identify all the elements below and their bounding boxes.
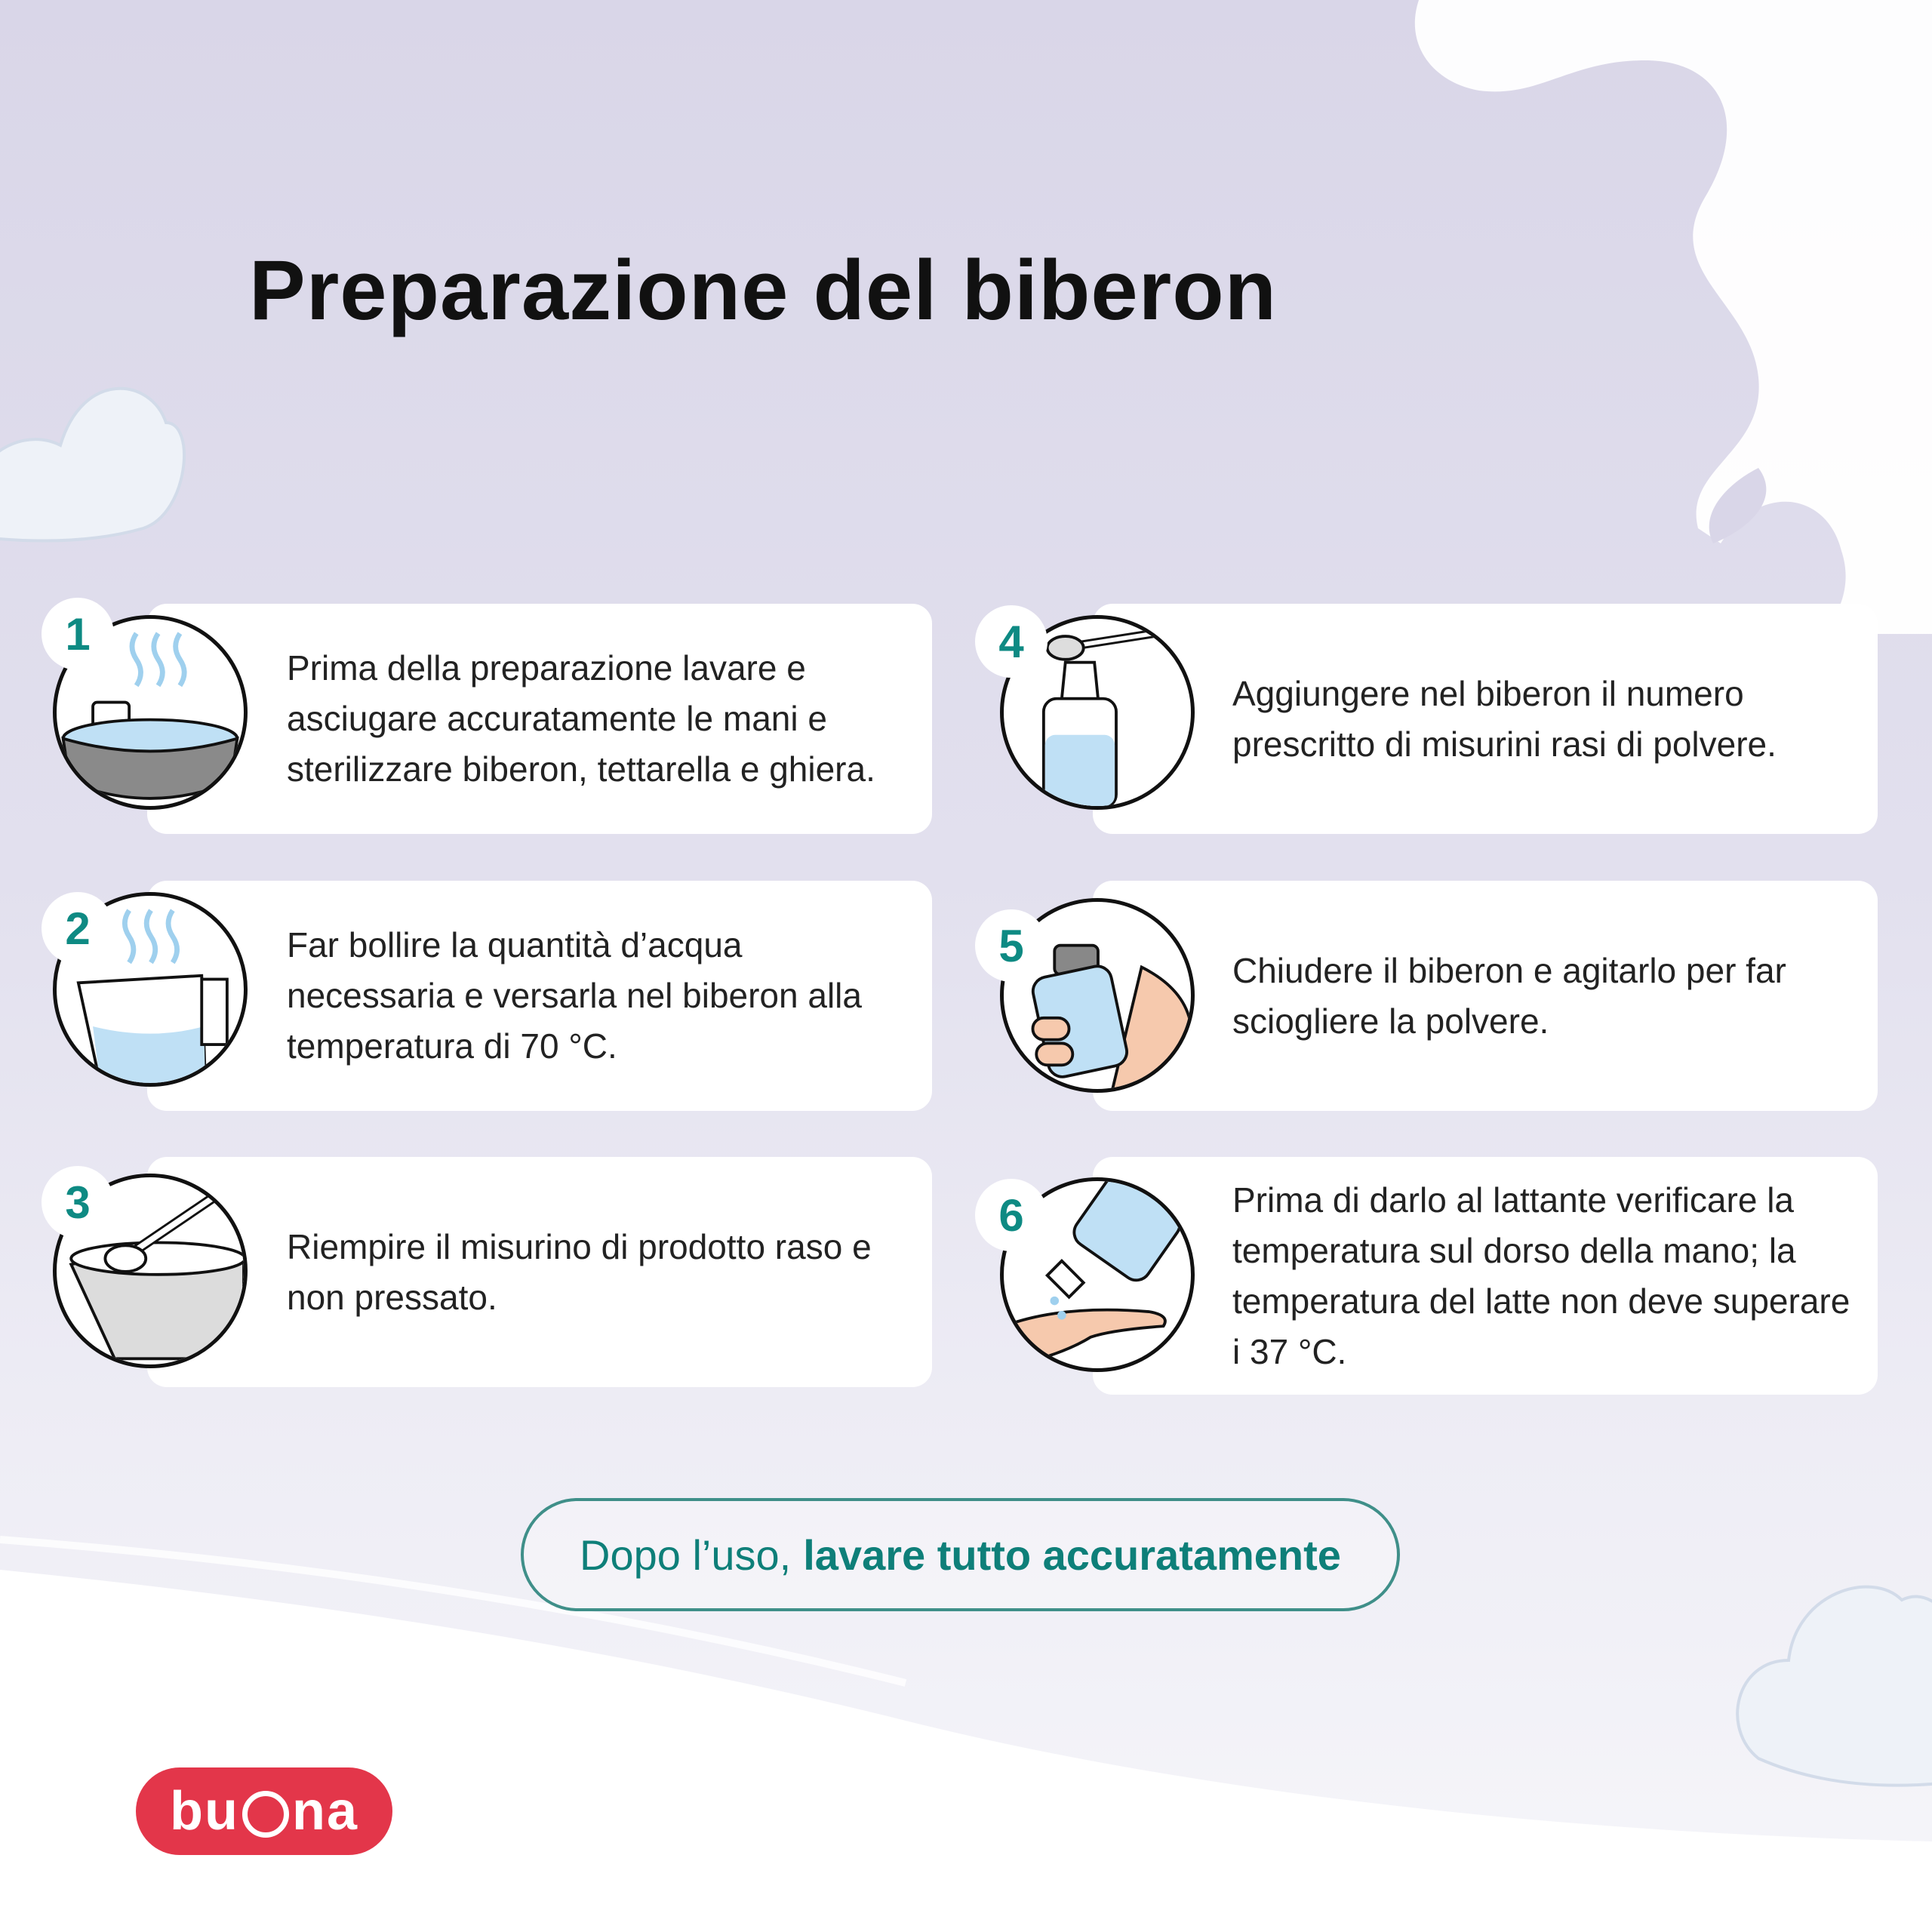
logo-figure-icon bbox=[242, 1791, 289, 1838]
footer-bold: lavare tutto accuratamente bbox=[803, 1531, 1341, 1579]
step-card-6 bbox=[1093, 1157, 1878, 1395]
step-text: Prima di darlo al lattante verificare la temperatura sul dorso della mano; la temperatura del latte non deve superare i 37 °C. bbox=[1232, 1180, 1850, 1371]
step-text: Chiudere il biberon e agitarlo per far sciogliere la polvere. bbox=[1232, 950, 1786, 1041]
footer-prefix: Dopo l’uso, bbox=[580, 1531, 792, 1579]
step-number-badge: 3 bbox=[42, 1166, 114, 1238]
step-text: Riempire il misurino di prodotto raso e non pressato. bbox=[287, 1226, 872, 1317]
step-card-1 bbox=[147, 604, 932, 834]
buona-logo bbox=[136, 1767, 392, 1855]
step-number-badge: 2 bbox=[42, 892, 114, 964]
step-number-badge: 6 bbox=[975, 1179, 1048, 1251]
logo-text-left: bu bbox=[170, 1781, 239, 1841]
step-card-2 bbox=[147, 881, 932, 1111]
step-text: Far bollire la quantità d’acqua necessaria e versarla nel biberon alla temperatura di 70 °C. bbox=[287, 925, 862, 1066]
step-card-5 bbox=[1093, 881, 1878, 1111]
page-title: Preparazione del biberon bbox=[249, 243, 1278, 337]
logo-text-right: na bbox=[291, 1781, 358, 1841]
footer-reminder bbox=[521, 1498, 1400, 1611]
step-text: Aggiungere nel biberon il numero prescritto di misurini rasi di polvere. bbox=[1232, 673, 1777, 764]
step-number-badge: 1 bbox=[42, 598, 114, 670]
step-card-3 bbox=[147, 1157, 932, 1387]
step-card-4 bbox=[1093, 604, 1878, 834]
step-number-badge: 4 bbox=[975, 605, 1048, 678]
step-text: Prima della preparazione lavare e asciugare accuratamente le mani e sterilizzare biberon, tettarella e ghiera. bbox=[287, 648, 875, 789]
step-number-badge: 5 bbox=[975, 909, 1048, 982]
